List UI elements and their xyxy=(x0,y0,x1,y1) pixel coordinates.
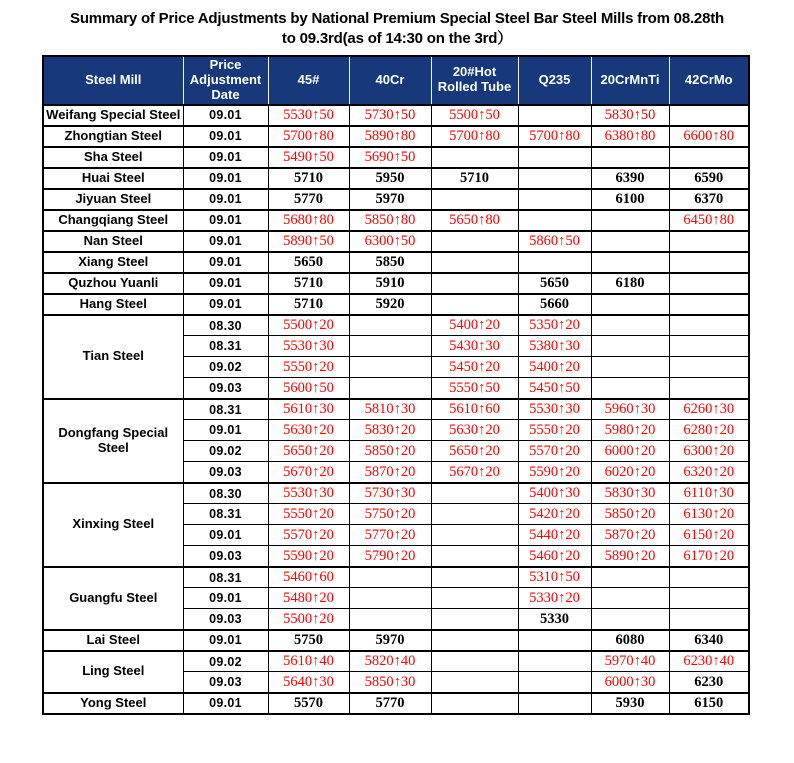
price-cell-empty xyxy=(669,609,749,630)
price-adjustment-date: 09.01 xyxy=(183,525,268,546)
price-cell-empty xyxy=(591,609,669,630)
price-cell: 5680↑80 xyxy=(268,210,349,231)
price-cell-empty xyxy=(591,588,669,609)
price-cell-empty xyxy=(349,609,431,630)
price-cell: 5450↑50 xyxy=(518,378,591,399)
steel-mill-name: Guangfu Steel xyxy=(43,567,183,630)
price-cell: 5570 xyxy=(268,693,349,714)
price-cell: 5960↑30 xyxy=(591,399,669,420)
price-cell: 5970 xyxy=(349,630,431,651)
price-cell-empty xyxy=(431,525,518,546)
price-cell-empty xyxy=(591,210,669,231)
price-cell: 5860↑50 xyxy=(518,231,591,252)
price-cell: 5630↑20 xyxy=(268,420,349,441)
price-adjustment-date: 09.01 xyxy=(183,252,268,273)
column-header-42crmo: 42CrMo xyxy=(669,56,749,105)
price-adjustment-date: 08.31 xyxy=(183,504,268,525)
price-cell-empty xyxy=(431,273,518,294)
table-header xyxy=(43,56,749,105)
price-cell: 6260↑30 xyxy=(669,399,749,420)
price-cell: 6100 xyxy=(591,189,669,210)
price-cell-empty xyxy=(591,231,669,252)
steel-mill-name: Weifang Special Steel xyxy=(43,105,183,126)
price-adjustment-date: 09.01 xyxy=(183,189,268,210)
price-cell: 6600↑80 xyxy=(669,126,749,147)
price-cell-empty xyxy=(669,252,749,273)
price-cell-empty xyxy=(669,105,749,126)
steel-mill-name: Sha Steel xyxy=(43,147,183,168)
price-adjustment-date: 08.31 xyxy=(183,399,268,420)
price-adjustment-date: 09.02 xyxy=(183,441,268,462)
price-cell: 5550↑20 xyxy=(268,357,349,378)
table-row xyxy=(43,231,749,252)
table-row xyxy=(43,168,749,189)
price-cell-empty xyxy=(669,357,749,378)
table-row xyxy=(43,399,749,420)
price-cell-empty xyxy=(349,357,431,378)
price-cell: 5810↑30 xyxy=(349,399,431,420)
steel-mill-name: Quzhou Yuanli xyxy=(43,273,183,294)
steel-mill-name: Huai Steel xyxy=(43,168,183,189)
table-row xyxy=(43,147,749,168)
price-cell: 5850↑80 xyxy=(349,210,431,231)
price-cell: 5690↑50 xyxy=(349,147,431,168)
price-cell: 5400↑30 xyxy=(518,483,591,504)
price-cell: 5790↑20 xyxy=(349,546,431,567)
price-adjustment-date: 08.31 xyxy=(183,567,268,588)
price-cell-empty xyxy=(669,147,749,168)
price-cell-empty xyxy=(431,693,518,714)
price-cell: 5530↑30 xyxy=(518,399,591,420)
price-cell: 5550↑20 xyxy=(518,420,591,441)
price-cell: 6280↑20 xyxy=(669,420,749,441)
price-adjustment-date: 09.01 xyxy=(183,693,268,714)
table-row xyxy=(43,693,749,714)
price-cell-empty xyxy=(431,189,518,210)
price-adjustment-date: 09.01 xyxy=(183,126,268,147)
price-cell: 5870↑20 xyxy=(591,525,669,546)
price-cell: 6300↑50 xyxy=(349,231,431,252)
price-cell: 5710 xyxy=(268,168,349,189)
price-cell-empty xyxy=(349,567,431,588)
table-row xyxy=(43,294,749,315)
page-title-line1: Summary of Price Adjustments by National Premium Special Steel Bar Steel Mills from 08.28th xyxy=(70,10,724,27)
price-cell-empty xyxy=(591,294,669,315)
price-cell: 5350↑20 xyxy=(518,315,591,336)
price-cell: 5750 xyxy=(268,630,349,651)
price-cell: 5830↑50 xyxy=(591,105,669,126)
price-cell: 5970 xyxy=(349,189,431,210)
table-row xyxy=(43,252,749,273)
price-cell: 5890↑80 xyxy=(349,126,431,147)
price-cell: 5970↑40 xyxy=(591,651,669,672)
price-cell-empty xyxy=(431,672,518,693)
price-cell: 5570↑20 xyxy=(518,441,591,462)
table-row xyxy=(43,315,749,336)
price-cell: 5420↑20 xyxy=(518,504,591,525)
price-cell-empty xyxy=(669,315,749,336)
price-cell-empty xyxy=(518,210,591,231)
price-cell: 5490↑50 xyxy=(268,147,349,168)
price-cell: 6150↑20 xyxy=(669,525,749,546)
price-cell: 5770 xyxy=(349,693,431,714)
price-cell-empty xyxy=(431,609,518,630)
price-cell: 5400↑20 xyxy=(518,357,591,378)
price-cell: 5380↑30 xyxy=(518,336,591,357)
price-cell: 6380↑80 xyxy=(591,126,669,147)
price-cell: 6020↑20 xyxy=(591,462,669,483)
price-adjustment-date: 09.01 xyxy=(183,273,268,294)
price-cell: 5480↑20 xyxy=(268,588,349,609)
price-cell: 6130↑20 xyxy=(669,504,749,525)
price-cell: 5710 xyxy=(268,273,349,294)
price-adjustment-date: 09.01 xyxy=(183,105,268,126)
price-cell-empty xyxy=(518,105,591,126)
price-cell-empty xyxy=(591,147,669,168)
price-cell-empty xyxy=(669,567,749,588)
price-cell: 6230 xyxy=(669,672,749,693)
price-cell: 5550↑20 xyxy=(268,504,349,525)
steel-mill-name: Nan Steel xyxy=(43,231,183,252)
price-cell: 5730↑30 xyxy=(349,483,431,504)
price-cell: 5550↑50 xyxy=(431,378,518,399)
price-cell-empty xyxy=(669,378,749,399)
price-cell: 5830↑20 xyxy=(349,420,431,441)
price-cell-empty xyxy=(431,546,518,567)
price-cell: 5910 xyxy=(349,273,431,294)
steel-mill-name: Xinxing Steel xyxy=(43,483,183,567)
price-cell: 5570↑20 xyxy=(268,525,349,546)
steel-mill-name: Xiang Steel xyxy=(43,252,183,273)
price-adjustment-date: 09.01 xyxy=(183,420,268,441)
price-cell: 5450↑20 xyxy=(431,357,518,378)
price-cell: 6180 xyxy=(591,273,669,294)
price-cell-empty xyxy=(349,588,431,609)
price-cell-empty xyxy=(518,693,591,714)
price-cell: 5440↑20 xyxy=(518,525,591,546)
table-row xyxy=(43,630,749,651)
price-cell: 5820↑40 xyxy=(349,651,431,672)
price-cell-empty xyxy=(591,336,669,357)
price-cell-empty xyxy=(518,147,591,168)
price-cell: 5640↑30 xyxy=(268,672,349,693)
price-cell: 5610↑60 xyxy=(431,399,518,420)
price-cell-empty xyxy=(431,651,518,672)
steel-mill-name: Lai Steel xyxy=(43,630,183,651)
price-cell-empty xyxy=(518,630,591,651)
table-row xyxy=(43,567,749,588)
price-adjustment-date: 09.02 xyxy=(183,357,268,378)
page-title xyxy=(0,0,794,48)
price-adjustment-date: 09.03 xyxy=(183,609,268,630)
price-cell: 5630↑20 xyxy=(431,420,518,441)
table-row xyxy=(43,126,749,147)
steel-mill-name: Zhongtian Steel xyxy=(43,126,183,147)
price-cell-empty xyxy=(518,651,591,672)
price-cell: 5850↑20 xyxy=(349,441,431,462)
price-cell: 6390 xyxy=(591,168,669,189)
price-cell-empty xyxy=(431,588,518,609)
price-adjustment-date: 09.01 xyxy=(183,210,268,231)
price-cell: 6230↑40 xyxy=(669,651,749,672)
price-cell: 5500↑50 xyxy=(431,105,518,126)
column-header-price-adjustment-date: Price Adjustment Date xyxy=(183,56,268,105)
price-cell: 5750↑20 xyxy=(349,504,431,525)
price-cell: 5530↑30 xyxy=(268,336,349,357)
price-cell: 6300↑20 xyxy=(669,441,749,462)
column-header-q235: Q235 xyxy=(518,56,591,105)
price-cell: 6080 xyxy=(591,630,669,651)
column-header-45: 45# xyxy=(268,56,349,105)
price-cell: 6110↑30 xyxy=(669,483,749,504)
price-adjustment-date: 09.03 xyxy=(183,546,268,567)
steel-mill-name: Tian Steel xyxy=(43,315,183,399)
price-adjustment-date: 09.01 xyxy=(183,630,268,651)
table-row xyxy=(43,105,749,126)
price-cell: 5730↑50 xyxy=(349,105,431,126)
column-header-steel-mill: Steel Mill xyxy=(43,56,183,105)
price-adjustment-table xyxy=(42,55,750,715)
price-cell-empty xyxy=(349,315,431,336)
price-cell: 5920 xyxy=(349,294,431,315)
price-cell: 5850↑20 xyxy=(591,504,669,525)
price-adjustment-date: 08.30 xyxy=(183,483,268,504)
price-cell: 6590 xyxy=(669,168,749,189)
price-cell-empty xyxy=(591,567,669,588)
price-cell: 5700↑80 xyxy=(518,126,591,147)
price-cell: 5460↑60 xyxy=(268,567,349,588)
column-header-20crmnti: 20CrMnTi xyxy=(591,56,669,105)
price-adjustment-date: 09.01 xyxy=(183,147,268,168)
price-cell-empty xyxy=(349,378,431,399)
price-cell: 5770↑20 xyxy=(349,525,431,546)
price-cell: 6170↑20 xyxy=(669,546,749,567)
price-cell-empty xyxy=(431,147,518,168)
price-cell: 5870↑20 xyxy=(349,462,431,483)
steel-mill-name: Jiyuan Steel xyxy=(43,189,183,210)
price-cell: 6000↑30 xyxy=(591,672,669,693)
price-cell-empty xyxy=(591,357,669,378)
price-cell: 5850 xyxy=(349,252,431,273)
price-cell: 5330 xyxy=(518,609,591,630)
price-cell: 6320↑20 xyxy=(669,462,749,483)
price-cell: 6450↑80 xyxy=(669,210,749,231)
price-cell: 5400↑20 xyxy=(431,315,518,336)
price-cell-empty xyxy=(669,294,749,315)
steel-mill-name: Changqiang Steel xyxy=(43,210,183,231)
price-adjustment-date: 09.01 xyxy=(183,231,268,252)
price-cell-empty xyxy=(349,336,431,357)
price-cell-empty xyxy=(518,168,591,189)
price-cell-empty xyxy=(591,315,669,336)
price-cell: 6150 xyxy=(669,693,749,714)
price-cell-empty xyxy=(591,252,669,273)
table-row xyxy=(43,651,749,672)
price-cell: 5890↑50 xyxy=(268,231,349,252)
price-cell: 5590↑20 xyxy=(518,462,591,483)
steel-mill-name: Yong Steel xyxy=(43,693,183,714)
price-cell: 5530↑30 xyxy=(268,483,349,504)
table-row xyxy=(43,210,749,231)
price-cell: 5650↑20 xyxy=(431,441,518,462)
price-cell: 5610↑30 xyxy=(268,399,349,420)
table-row xyxy=(43,273,749,294)
steel-mill-name: Dongfang Special Steel xyxy=(43,399,183,483)
steel-mill-name: Ling Steel xyxy=(43,651,183,693)
price-cell: 5650↑80 xyxy=(431,210,518,231)
price-cell: 5330↑20 xyxy=(518,588,591,609)
price-cell: 5950 xyxy=(349,168,431,189)
price-cell-empty xyxy=(431,294,518,315)
price-adjustment-date: 08.31 xyxy=(183,336,268,357)
price-adjustment-date: 09.03 xyxy=(183,378,268,399)
price-cell-empty xyxy=(431,567,518,588)
price-cell-empty xyxy=(669,231,749,252)
price-cell: 5700↑80 xyxy=(431,126,518,147)
price-cell: 5530↑50 xyxy=(268,105,349,126)
price-cell: 5500↑20 xyxy=(268,315,349,336)
price-cell: 5770 xyxy=(268,189,349,210)
price-adjustment-date: 09.01 xyxy=(183,294,268,315)
price-cell: 5980↑20 xyxy=(591,420,669,441)
table-row xyxy=(43,483,749,504)
table-row xyxy=(43,189,749,210)
price-adjustment-date: 09.02 xyxy=(183,651,268,672)
price-adjustment-date: 09.01 xyxy=(183,168,268,189)
price-cell-empty xyxy=(431,252,518,273)
price-cell-empty xyxy=(431,483,518,504)
column-header-20-hot-rolled-tube: 20#Hot Rolled Tube xyxy=(431,56,518,105)
price-cell-empty xyxy=(669,588,749,609)
price-adjustment-date: 09.03 xyxy=(183,462,268,483)
price-cell: 5670↑20 xyxy=(268,462,349,483)
price-cell-empty xyxy=(669,336,749,357)
price-cell: 5590↑20 xyxy=(268,546,349,567)
price-cell: 6000↑20 xyxy=(591,441,669,462)
price-cell: 5710 xyxy=(268,294,349,315)
price-cell-empty xyxy=(431,630,518,651)
price-cell: 6340 xyxy=(669,630,749,651)
price-cell: 5670↑20 xyxy=(431,462,518,483)
price-cell: 5660 xyxy=(518,294,591,315)
price-cell-empty xyxy=(431,504,518,525)
price-cell: 5850↑30 xyxy=(349,672,431,693)
price-adjustment-date: 09.01 xyxy=(183,588,268,609)
price-cell: 5310↑50 xyxy=(518,567,591,588)
column-header-40cr: 40Cr xyxy=(349,56,431,105)
price-cell: 5650 xyxy=(268,252,349,273)
price-cell-empty xyxy=(591,378,669,399)
price-cell: 6370 xyxy=(669,189,749,210)
steel-mill-name: Hang Steel xyxy=(43,294,183,315)
price-cell: 5650 xyxy=(518,273,591,294)
price-adjustment-date: 09.03 xyxy=(183,672,268,693)
price-cell: 5430↑30 xyxy=(431,336,518,357)
price-cell: 5830↑30 xyxy=(591,483,669,504)
price-cell: 5710 xyxy=(431,168,518,189)
price-cell-empty xyxy=(431,231,518,252)
page-title-line2: to 09.3rd(as of 14:30 on the 3rd） xyxy=(281,29,513,47)
price-cell-empty xyxy=(518,252,591,273)
price-adjustment-date: 08.30 xyxy=(183,315,268,336)
price-cell: 5500↑20 xyxy=(268,609,349,630)
price-cell: 5610↑40 xyxy=(268,651,349,672)
price-cell: 5890↑20 xyxy=(591,546,669,567)
price-cell: 5600↑50 xyxy=(268,378,349,399)
price-cell-empty xyxy=(669,273,749,294)
price-cell: 5650↑20 xyxy=(268,441,349,462)
price-cell: 5930 xyxy=(591,693,669,714)
price-cell-empty xyxy=(518,672,591,693)
price-cell: 5460↑20 xyxy=(518,546,591,567)
price-cell-empty xyxy=(518,189,591,210)
price-cell: 5700↑80 xyxy=(268,126,349,147)
